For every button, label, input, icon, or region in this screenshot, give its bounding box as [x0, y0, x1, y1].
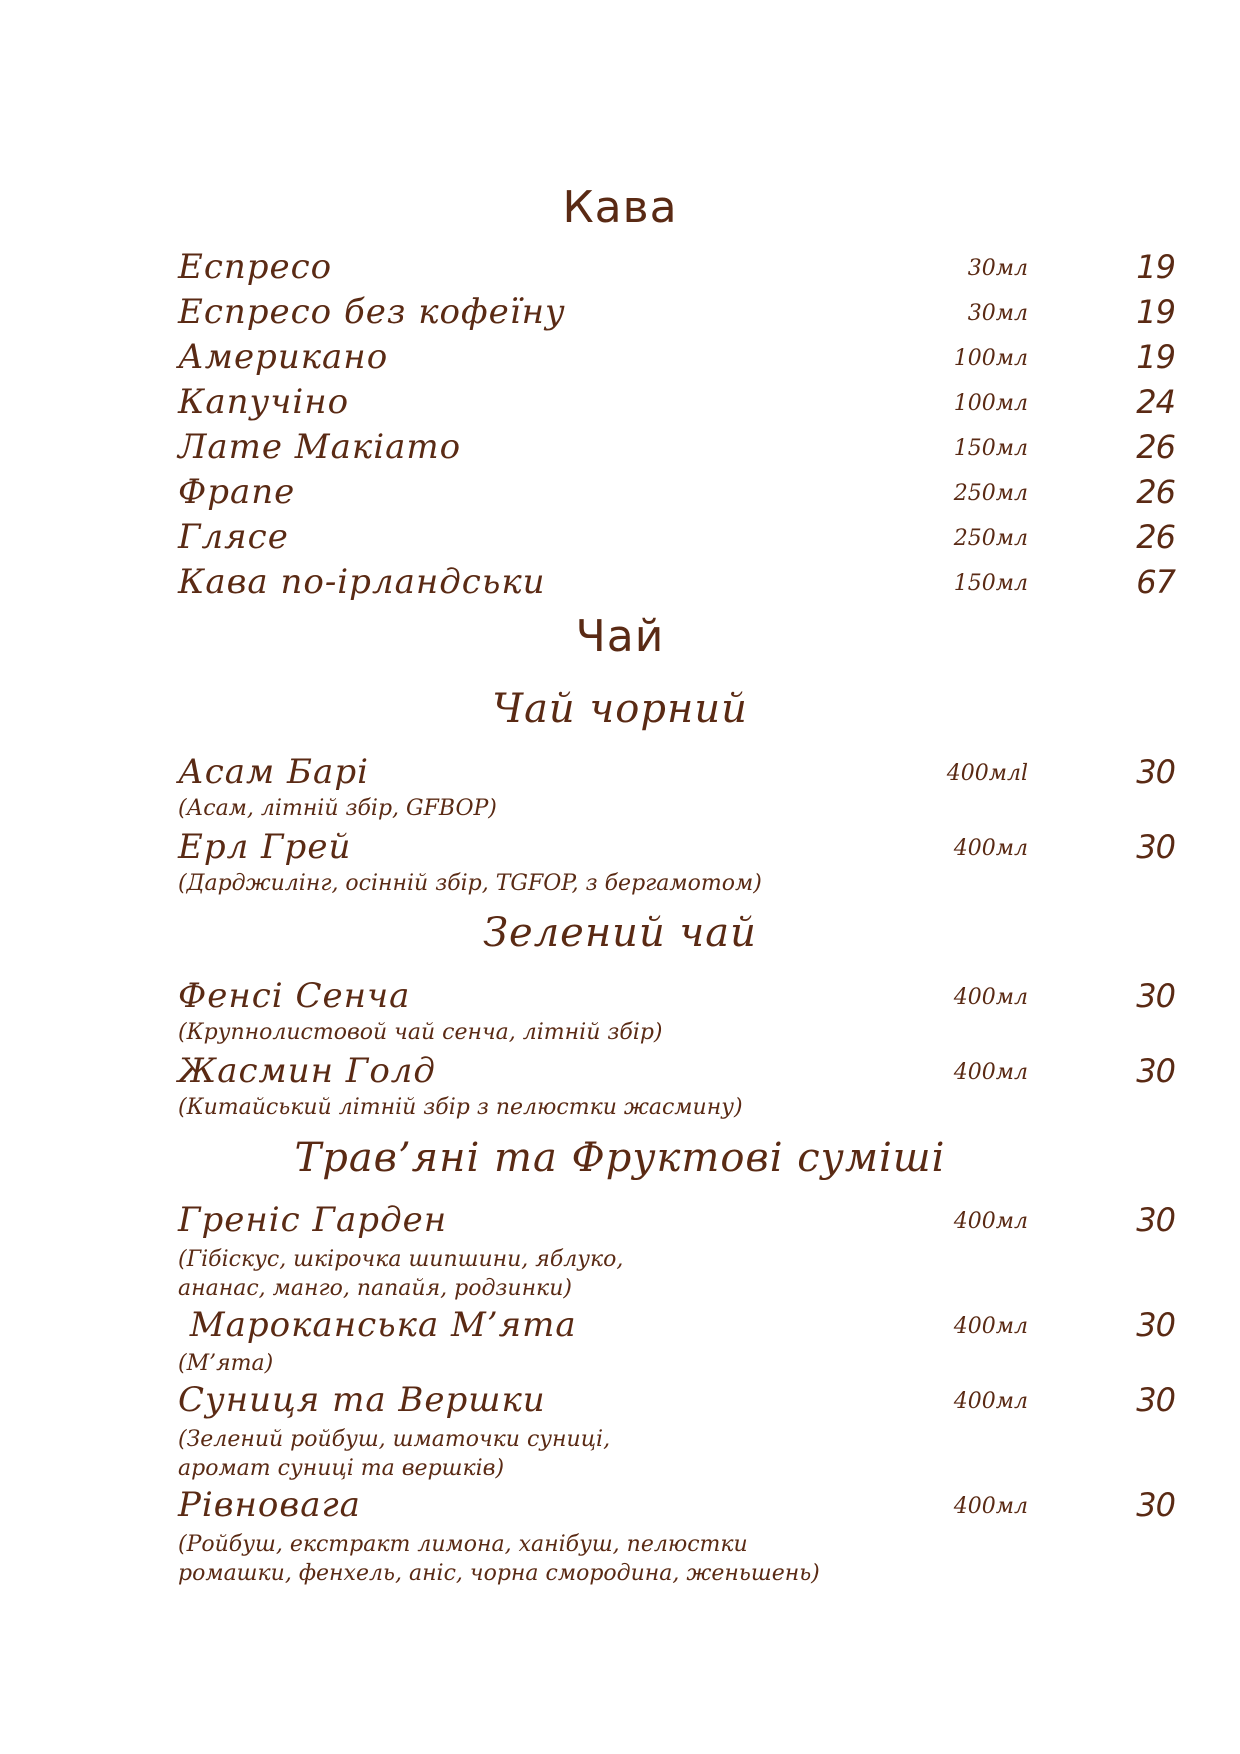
menu-item — [0, 517, 1240, 557]
menu-item — [0, 382, 1240, 422]
item-volume: 100мл — [953, 346, 1028, 371]
item-description: (Дарджилінг, осінній збір, TGFOP, з бергамотом) — [178, 871, 762, 896]
item-price: 30 — [1136, 828, 1175, 866]
menu-item — [0, 292, 1240, 332]
item-volume: 400мл — [953, 1060, 1028, 1085]
item-name: Капучіно — [178, 382, 350, 422]
item-name: Рівновага — [178, 1485, 361, 1525]
item-price: 26 — [1136, 428, 1175, 466]
item-volume: 400мл — [953, 985, 1028, 1010]
item-price: 24 — [1136, 383, 1175, 421]
item-name: Асам Барі — [178, 752, 369, 792]
item-description: (Гібіскус, шкірочка шипшини, яблуко, — [178, 1247, 624, 1272]
item-price: 26 — [1136, 473, 1175, 511]
item-description: (Китайський літній збір з пелюстки жасмину) — [178, 1095, 743, 1120]
menu-item — [0, 827, 1240, 867]
item-price: 30 — [1136, 1201, 1175, 1239]
item-volume: 400мл — [953, 1209, 1028, 1234]
item-volume: 400мл — [953, 1494, 1028, 1519]
coffee-heading: Кава — [562, 182, 678, 233]
item-name: Греніс Гарден — [178, 1200, 448, 1240]
item-volume: 30мл — [967, 301, 1028, 326]
menu-item — [0, 1305, 1240, 1345]
herbal-tea-heading: Трав’яні та Фруктові суміші — [294, 1135, 946, 1181]
item-name: Глясе — [178, 517, 289, 557]
item-volume: 250мл — [953, 526, 1028, 551]
menu-item — [0, 1485, 1240, 1525]
item-volume: 150мл — [953, 571, 1028, 596]
item-description: аромат суниці та вершків) — [178, 1456, 505, 1481]
item-name: Фенсі Сенча — [178, 976, 411, 1016]
menu-item — [0, 1200, 1240, 1240]
item-description: (Крупнолистовой чай сенча, літній збір) — [178, 1020, 663, 1045]
item-description: (Зелений ройбуш, шматочки суниці, — [178, 1427, 611, 1452]
menu-item — [0, 472, 1240, 512]
black-tea-heading: Чай чорний — [492, 686, 748, 732]
item-name: Еспресо без кофеїну — [178, 292, 566, 332]
green-tea-heading: Зелений чай — [483, 910, 757, 956]
item-volume: 100мл — [953, 391, 1028, 416]
item-price: 19 — [1136, 293, 1175, 331]
item-volume: 30мл — [967, 256, 1028, 281]
menu-item — [0, 562, 1240, 602]
menu-item — [0, 247, 1240, 287]
item-volume: 150мл — [953, 436, 1028, 461]
item-description: (М’ята) — [178, 1351, 274, 1376]
item-name: Фрапе — [178, 472, 296, 512]
item-price: 67 — [1136, 563, 1175, 601]
item-description: ананас, манго, папайя, родзинки) — [178, 1276, 572, 1301]
item-name: Лате Макіато — [178, 427, 462, 467]
item-name: Мароканська М’ята — [178, 1305, 577, 1345]
item-name: Суниця та Вершки — [178, 1380, 546, 1420]
item-description: (Ройбуш, екстракт лимона, ханібуш, пелюстки — [178, 1532, 748, 1557]
item-price: 30 — [1136, 1381, 1175, 1419]
item-volume: 400млl — [946, 761, 1028, 786]
tea-heading: Чай — [575, 611, 665, 662]
item-description: (Асам, літній збір, GFBOP) — [178, 796, 497, 821]
item-name: Жасмин Голд — [178, 1051, 436, 1091]
item-volume: 400мл — [953, 1389, 1028, 1414]
menu-item — [0, 976, 1240, 1016]
menu-item — [0, 752, 1240, 792]
item-description: ромашки, фенхель, аніс, чорна смородина, женьшень) — [178, 1561, 820, 1586]
item-price: 26 — [1136, 518, 1175, 556]
item-name: Ерл Грей — [178, 827, 352, 867]
menu-item — [0, 337, 1240, 377]
item-price: 19 — [1136, 248, 1175, 286]
menu-item — [0, 1380, 1240, 1420]
item-price: 30 — [1136, 1052, 1175, 1090]
item-price: 30 — [1136, 977, 1175, 1015]
menu-item — [0, 427, 1240, 467]
item-price: 19 — [1136, 338, 1175, 376]
item-price: 30 — [1136, 1486, 1175, 1524]
item-name: Кава по-ірландськи — [178, 562, 546, 602]
item-name: Американо — [178, 337, 389, 377]
item-name: Еспресо — [178, 247, 333, 287]
menu-item — [0, 1051, 1240, 1091]
item-volume: 400мл — [953, 1314, 1028, 1339]
item-volume: 250мл — [953, 481, 1028, 506]
item-volume: 400мл — [953, 836, 1028, 861]
item-price: 30 — [1136, 1306, 1175, 1344]
item-price: 30 — [1136, 753, 1175, 791]
